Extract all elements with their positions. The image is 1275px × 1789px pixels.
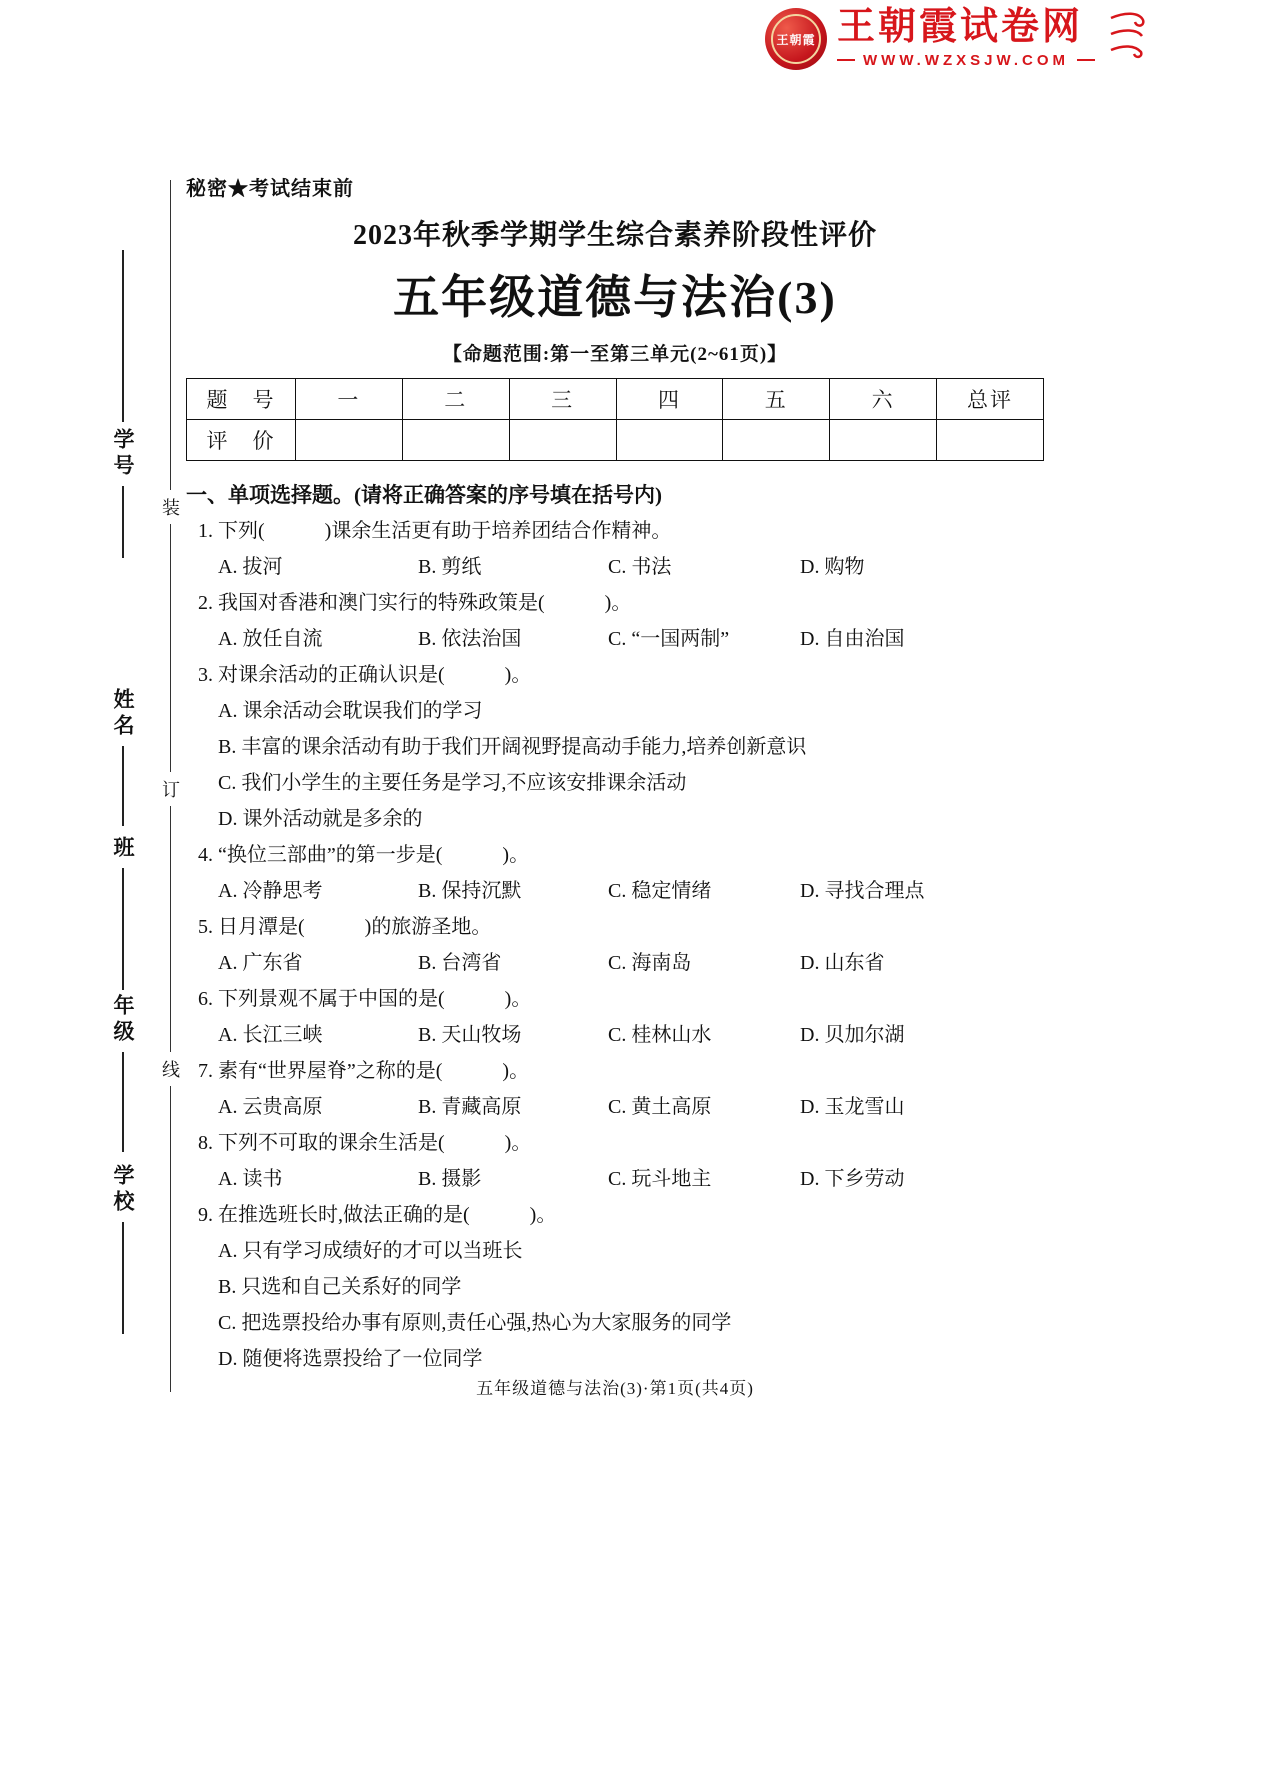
question xyxy=(186,1125,1044,1197)
question-text: 1. 下列( )课余生活更有助于培养团结合作精神。 xyxy=(198,520,672,542)
site-logo xyxy=(765,8,1147,73)
option: B. 青藏高原 xyxy=(418,1096,522,1118)
binding-field-label: 学校 xyxy=(111,1164,135,1216)
option: D. 玉龙雪山 xyxy=(800,1096,905,1118)
option: C. 稳定情绪 xyxy=(608,880,712,902)
option: B. 只选和自己关系好的同学 xyxy=(218,1276,462,1298)
page-footer: 五年级道德与法治(3)·第1页(共4页) xyxy=(476,1379,754,1398)
question-options xyxy=(186,873,1044,909)
binding-spine-char: 装 xyxy=(160,490,182,524)
scroll-decoration-icon xyxy=(1105,10,1147,73)
option: A. 拔河 xyxy=(218,556,283,578)
security-notice: 秘密★考试结束前 xyxy=(186,178,354,200)
question xyxy=(186,837,1044,909)
option: C. 书法 xyxy=(608,556,672,578)
option: A. 放任自流 xyxy=(218,628,323,650)
option: A. 广东省 xyxy=(218,952,303,974)
binding-field-label: 年级 xyxy=(111,994,135,1046)
fill-line xyxy=(122,868,124,990)
binding-field-name xyxy=(106,682,140,826)
score-cell-empty xyxy=(937,420,1044,461)
brand-seal-icon xyxy=(765,8,827,70)
question xyxy=(186,1197,1044,1377)
fill-line xyxy=(122,1052,124,1152)
binding-field-student-id xyxy=(106,250,140,558)
url-left-tick xyxy=(837,59,855,61)
question-options xyxy=(186,1089,1044,1125)
question-text: 4. “换位三部曲”的第一步是( )。 xyxy=(198,844,530,866)
score-column-header: 三 xyxy=(509,379,616,420)
binding-spine-char: 线 xyxy=(160,1052,182,1086)
question-text: 5. 日月潭是( )的旅游圣地。 xyxy=(198,916,492,938)
question xyxy=(186,585,1044,657)
score-cell-empty xyxy=(723,420,830,461)
option: B. 剪纸 xyxy=(418,556,482,578)
option: C. 玩斗地主 xyxy=(608,1168,712,1190)
option: B. 丰富的课余活动有助于我们开阔视野提高动手能力,培养创新意识 xyxy=(218,736,807,758)
option: D. 购物 xyxy=(800,556,865,578)
option: C. 桂林山水 xyxy=(608,1024,712,1046)
fill-line xyxy=(122,1222,124,1334)
brand-seal-text: 王朝霞 xyxy=(771,14,821,64)
question-options xyxy=(186,945,1044,981)
question xyxy=(186,513,1044,585)
question-text: 9. 在推选班长时,做法正确的是( )。 xyxy=(198,1204,557,1226)
score-row-eval xyxy=(187,420,1044,461)
binding-field-label: 姓名 xyxy=(111,688,135,740)
fill-line xyxy=(122,486,124,558)
score-column-header: 总评 xyxy=(937,379,1044,420)
option: B. 台湾省 xyxy=(418,952,502,974)
question-text: 6. 下列景观不属于中国的是( )。 xyxy=(198,988,532,1010)
option: A. 云贵高原 xyxy=(218,1096,323,1118)
score-column-header: 六 xyxy=(830,379,937,420)
score-table-label: 评 价 xyxy=(187,420,296,461)
question xyxy=(186,1053,1044,1125)
score-table-label: 题 号 xyxy=(187,379,296,420)
question-text: 7. 素有“世界屋脊”之称的是( )。 xyxy=(198,1060,530,1082)
term-title: 2023年秋季学期学生综合素养阶段性评价 xyxy=(352,220,877,251)
binding-field-grade xyxy=(106,988,140,1152)
option: D. 下乡劳动 xyxy=(800,1168,905,1190)
question-options xyxy=(186,1161,1044,1197)
url-right-tick xyxy=(1077,59,1095,61)
option: D. 课外活动就是多余的 xyxy=(218,808,423,830)
score-cell-empty xyxy=(296,420,403,461)
score-cell-empty xyxy=(616,420,723,461)
question xyxy=(186,909,1044,981)
brand-website: WWW.WZXSJW.COM xyxy=(863,51,1069,69)
score-cell-empty xyxy=(830,420,937,461)
binding-field-school xyxy=(106,1158,140,1334)
question xyxy=(186,981,1044,1053)
score-column-header: 四 xyxy=(616,379,723,420)
paper-title: 五年级道德与法治(3) xyxy=(393,272,837,323)
section-one-heading: 一、单项选择题。(请将正确答案的序号填在括号内) xyxy=(186,483,662,507)
score-column-header: 一 xyxy=(296,379,403,420)
binding-spine-char: 订 xyxy=(160,772,182,806)
brand-name: 王朝霞试卷网 xyxy=(837,6,1084,48)
option: B. 摄影 xyxy=(418,1168,482,1190)
scope-note: 【命题范围:第一至第三单元(2~61页)】 xyxy=(442,344,788,365)
option: B. 依法治国 xyxy=(418,628,522,650)
option: D. 寻找合理点 xyxy=(800,880,925,902)
option: A. 长江三峡 xyxy=(218,1024,323,1046)
question xyxy=(186,657,1044,837)
question-text: 8. 下列不可取的课余生活是( )。 xyxy=(198,1132,532,1154)
option: D. 自由治国 xyxy=(800,628,905,650)
score-column-header: 五 xyxy=(723,379,830,420)
option: A. 课余活动会耽误我们的学习 xyxy=(218,700,483,722)
question-text: 3. 对课余活动的正确认识是( )。 xyxy=(198,664,532,686)
option: B. 天山牧场 xyxy=(418,1024,522,1046)
question-text: 2. 我国对香港和澳门实行的特殊政策是( )。 xyxy=(198,592,632,614)
option: C. 海南岛 xyxy=(608,952,692,974)
option: D. 山东省 xyxy=(800,952,885,974)
option: A. 只有学习成绩好的才可以当班长 xyxy=(218,1240,523,1262)
fill-line xyxy=(122,746,124,826)
option: C. 把选票投给办事有原则,责任心强,热心为大家服务的同学 xyxy=(218,1312,732,1334)
paper-content xyxy=(186,172,1044,1377)
option: C. “一国两制” xyxy=(608,628,730,650)
option: D. 贝加尔湖 xyxy=(800,1024,905,1046)
option: A. 冷静思考 xyxy=(218,880,323,902)
score-cell-empty xyxy=(402,420,509,461)
score-cell-empty xyxy=(509,420,616,461)
option: C. 我们小学生的主要任务是学习,不应该安排课余活动 xyxy=(218,772,687,794)
binding-field-label: 学号 xyxy=(111,428,135,480)
question-options xyxy=(186,549,1044,585)
binding-field-class xyxy=(106,830,140,990)
fill-line xyxy=(122,250,124,422)
question-options xyxy=(186,1017,1044,1053)
option: A. 读书 xyxy=(218,1168,283,1190)
score-column-header: 二 xyxy=(402,379,509,420)
question-options xyxy=(186,621,1044,657)
question-options xyxy=(186,1233,1044,1377)
option: B. 保持沉默 xyxy=(418,880,522,902)
score-row-header xyxy=(187,379,1044,420)
score-table xyxy=(186,378,1044,461)
binding-field-label: 班 xyxy=(111,836,135,862)
question-options xyxy=(186,693,1044,837)
option: C. 黄土高原 xyxy=(608,1096,712,1118)
option: D. 随便将选票投给了一位同学 xyxy=(218,1348,483,1370)
questions xyxy=(186,513,1044,1377)
